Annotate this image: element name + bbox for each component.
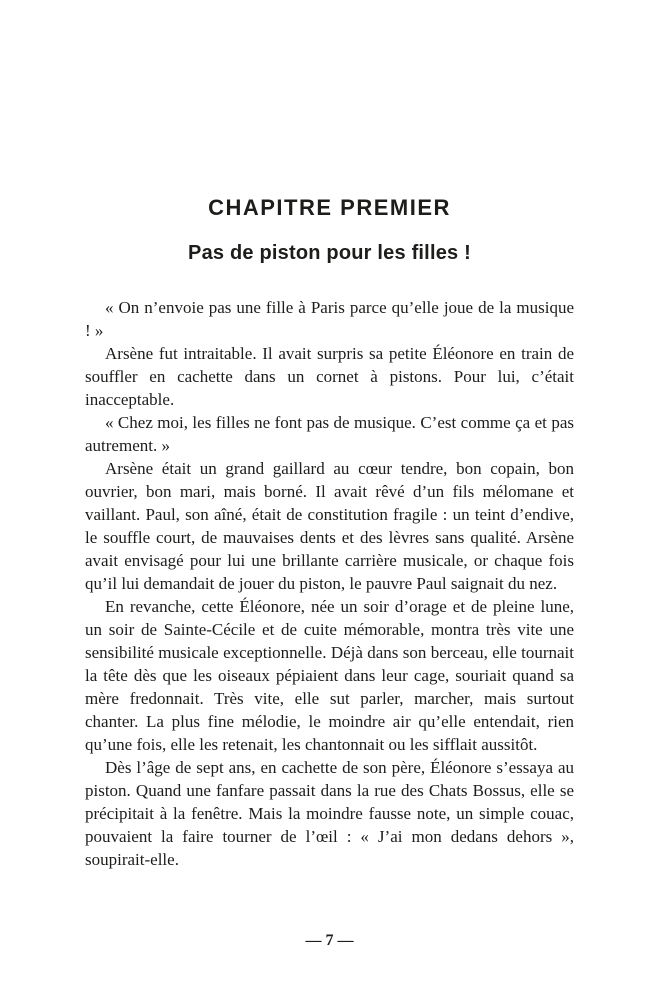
body-text [85, 296, 574, 871]
paragraph-quote-chez-moi: « Chez moi, les filles ne font pas de musique. C’est comme ça et pas autrement. » [85, 413, 574, 456]
paragraph-eleonore-piston: Dès l’âge de sept ans, en cachette de son père, Éléonore s’essaya au piston. Quand une fanfare passait dans la rue des Chats Bossus, elle se précipitait à la fenêtre. Mais la moindre fausse note, un simple couac, pouvaient la faire tourner de l’œil : « J’ai mon dedans dehors », soupirait-elle. [85, 758, 574, 870]
paragraph-arsene-intraitable: Arsène fut intraitable. Il avait surpris sa petite Éléonore en train de souffler en cachette dans un cornet à pistons. Pour lui, c’était inacceptable. [85, 344, 574, 410]
paragraph-quote-opening: « On n’envoie pas une fille à Paris parce qu’elle joue de la musique ! » [85, 298, 574, 341]
chapter-title: CHAPITRE PREMIER [208, 195, 451, 220]
paragraph-arsene-description: Arsène était un grand gaillard au cœur tendre, bon copain, bon ouvrier, bon mari, mais borné. Il avait rêvé d’un fils mélomane et vaillant. Paul, son aîné, était de constitution fragile : un teint d’endive, le souffle court, de mauvaises dents et des lèvres sans qualité. Arsène avait envisagé pour lui une brillante carrière musicale, or chaque fois qu’il lui demandait de jouer du piston, le pauvre Paul saignait du nez. [85, 459, 574, 594]
page-number: — 7 — [305, 932, 354, 949]
paragraph-eleonore-description: En revanche, cette Éléonore, née un soir d’orage et de pleine lune, un soir de Sainte-Cécile et de cuite mémorable, montra très vite une sensibilité musicale exceptionnelle. Déjà dans son berceau, elle tournait la tête dès que les oiseaux pépiaient dans leur cage, souriait quand sa mère fredonnait. Très vite, elle sut parler, marcher, mais surtout chanter. La plus fine mélodie, le moindre air qu’elle entendait, rien qu’une fois, elle les retenait, les chantonnait ou les sifflait aussitôt. [85, 597, 574, 755]
chapter-subtitle: Pas de piston pour les filles ! [188, 242, 471, 265]
